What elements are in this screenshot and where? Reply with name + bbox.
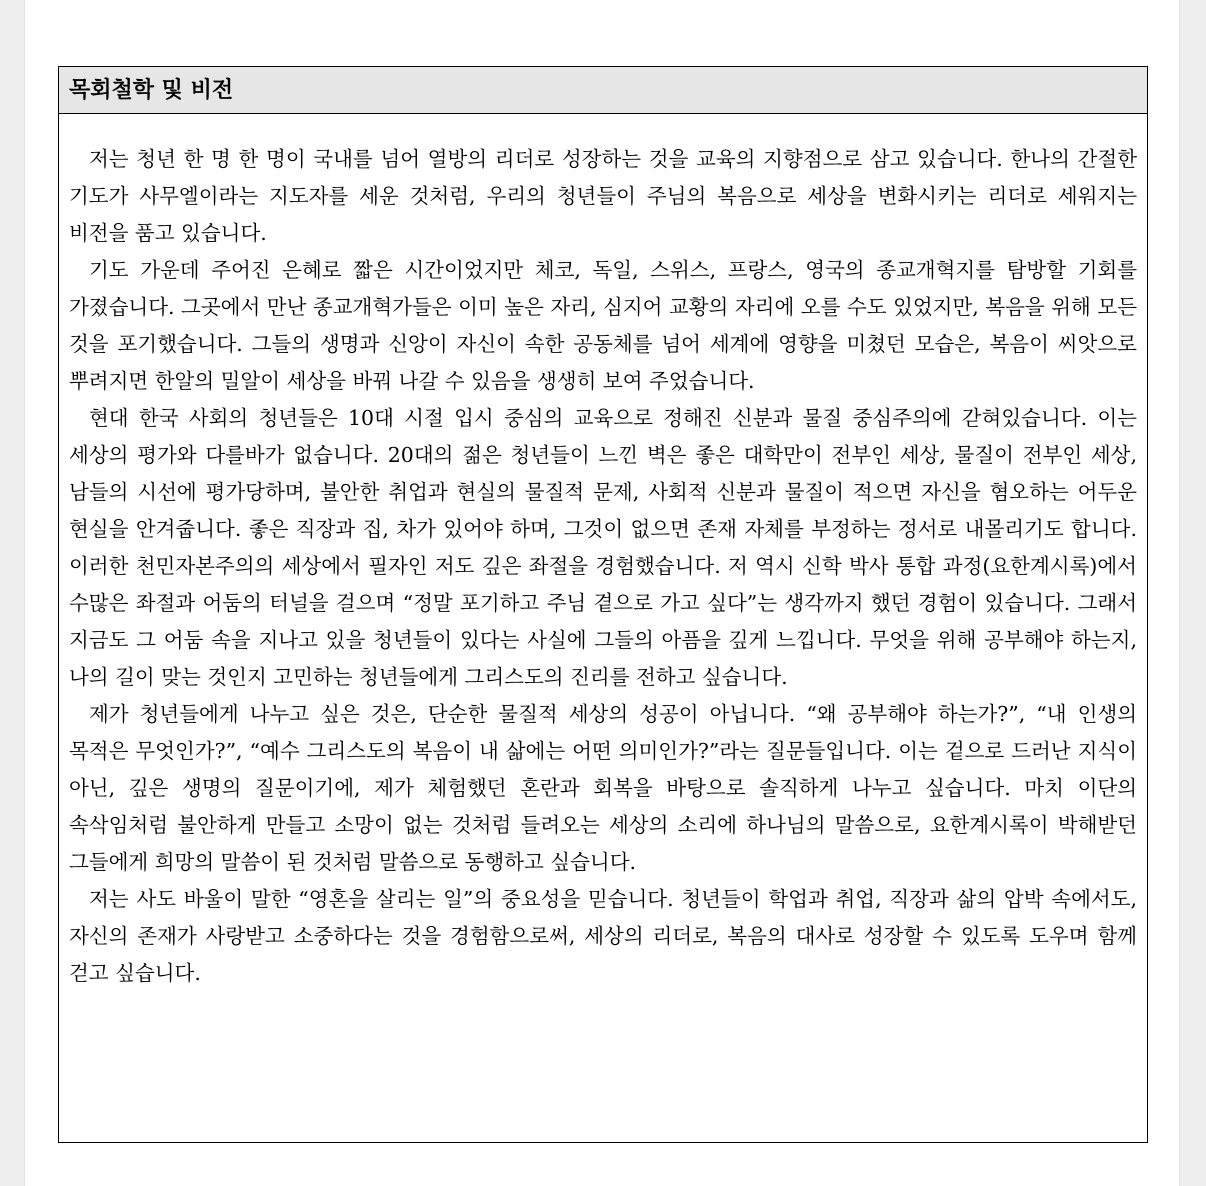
paragraph-1: 저는 청년 한 명 한 명이 국내를 넘어 열방의 리더로 성장하는 것을 교육의 지향점으로 삼고 있습니다. 한나의 간절한 기도가 사무엘이라는 지도자를 세운 것처럼, 우리의 청년들이 주님의 복음으로 세상을 변화시키는 리더로 세워지는 비전을 품고 있습니다.	[69, 147, 1137, 245]
section-body	[59, 114, 1147, 992]
paragraph-2: 기도 가운데 주어진 은혜로 짧은 시간이었지만 체코, 독일, 스위스, 프랑스, 영국의 종교개혁지를 탐방할 기회를 가졌습니다. 그곳에서 만난 종교개혁가들은 이미 높은 자리, 심지어 교황의 자리에 오를 수도 있었지만, 복음을 위해 모든 것을 포기했습니다. 그들의 생명과 신앙이 자신이 속한 공동체를 넘어 세계에 영향을 미쳤던 모습은, 복음이 씨앗으로 뿌려지면 한알의 밀알이 세상을 바꿔 나갈 수 있음을 생생히 보여 주었습니다.	[69, 258, 1137, 393]
paragraph-5: 저는 사도 바울이 말한 “영혼을 살리는 일”의 중요성을 믿습니다. 청년들이 학업과 취업, 직장과 삶의 압박 속에서도, 자신의 존재가 사랑받고 소중하다는 것을 경험함으로써, 세상의 리더로, 복음의 대사로 성장할 수 있도록 도우며 함께 걷고 싶습니다.	[69, 887, 1137, 985]
paragraph-4: 제가 청년들에게 나누고 싶은 것은, 단순한 물질적 세상의 성공이 아닙니다. “왜 공부해야 하는가?”, “내 인생의 목적은 무엇인가?”, “예수 그리스도의 복음이 내 삶에는 어떤 의미인가?”라는 질문들입니다. 이는 겉으로 드러난 지식이 아닌, 깊은 생명의 질문이기에, 제가 체험했던 혼란과 회복을 바탕으로 솔직하게 나누고 싶습니다. 마치 이단의 속삭임처럼 불안하게 만들고 소망이 없는 것처럼 들려오는 세상의 소리에 하나님의 말씀으로, 요한계시록이 박해받던 그들에게 희망의 말씀이 된 것처럼 말씀으로 동행하고 싶습니다.	[69, 702, 1137, 874]
section-title: 목회철학 및 비전	[59, 67, 1147, 114]
document-page	[24, 0, 1180, 1186]
paragraph-3: 현대 한국 사회의 청년들은 10대 시절 입시 중심의 교육으로 정해진 신분과 물질 중심주의에 갇혀있습니다. 이는 세상의 평가와 다를바가 없습니다. 20대의 젊은 청년들이 느낀 벽은 좋은 대학만이 전부인 세상, 물질이 전부인 세상, 남들의 시선에 평가당하며, 불안한 취업과 현실의 물질적 문제, 사회적 신분과 물질이 적으면 자신을 혐오하는 어두운 현실을 안겨줍니다. 좋은 직장과 집, 차가 있어야 하며, 그것이 없으면 존재 자체를 부정하는 정서로 내몰리기도 합니다. 이러한 천민자본주의의 세상에서 필자인 저도 깊은 좌절을 경험했습니다. 저 역시 신학 박사 통합 과정(요한계시록)에서 수많은 좌절과 어둠의 터널을 걸으며 “정말 포기하고 주님 곁으로 가고 싶다”는 생각까지 했던 경험이 있습니다. 그래서 지금도 그 어둠 속을 지나고 있을 청년들이 있다는 사실에 그들의 아픔을 깊게 느낍니다. 무엇을 위해 공부해야 하는지, 나의 길이 맞는 것인지 고민하는 청년들에게 그리스도의 진리를 전하고 싶습니다.	[69, 406, 1137, 689]
vision-section	[58, 66, 1148, 1143]
